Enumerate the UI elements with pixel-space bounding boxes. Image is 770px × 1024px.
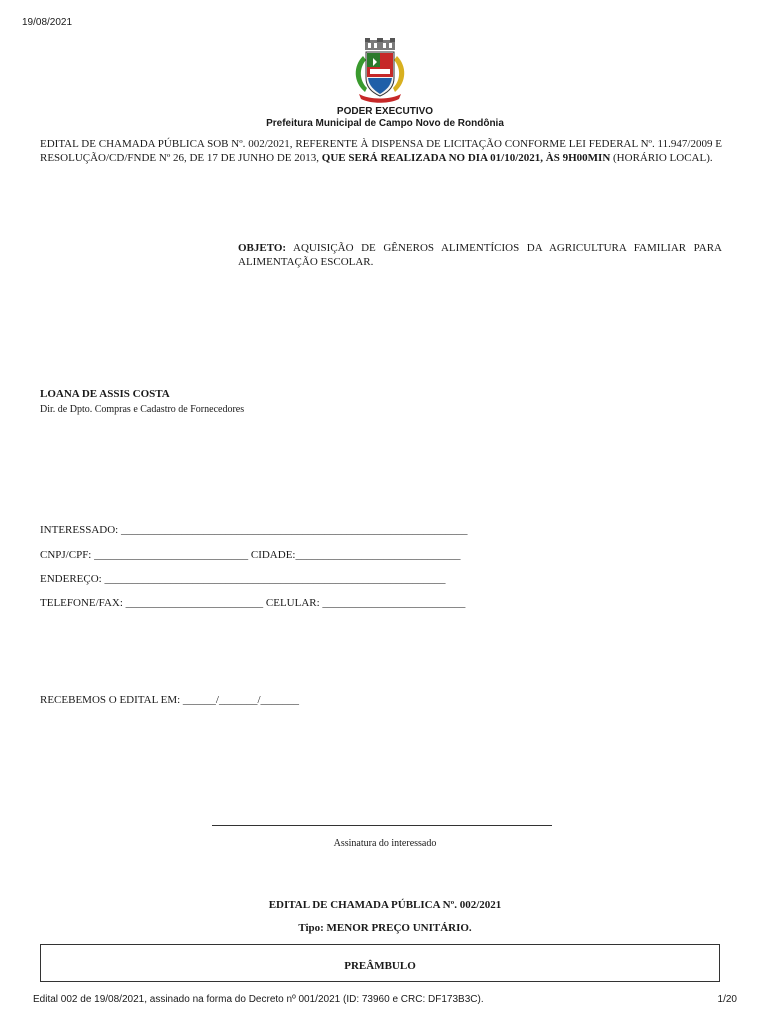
section-title: EDITAL DE CHAMADA PÚBLICA Nº. 002/2021 [268,899,502,911]
intro-text: EDITAL DE CHAMADA PÚBLICA SOB Nº. 002/2021, REFERENTE À DISPENSA DE LICITAÇÃO CONFORME LEI FEDERAL Nº. 11.947/2009 E RESOLUÇÃO/CD/FNDE Nº 26, DE 17 DE JUNHO DE 2013, [40,138,722,164]
interessado-field: INTERESSADO: _______________________________________________________________ [40,524,468,536]
signature-line [212,825,552,826]
cnpj-cidade-field: CNPJ/CPF: ____________________________ CIDADE:______________________________ [40,549,461,561]
signer-role: Dir. de Dpto. Compras e Cadastro de Fornecedores [40,404,245,415]
objeto-paragraph [238,241,722,269]
coat-of-arms-icon [349,38,411,104]
telefone-celular-field: TELEFONE/FAX: _________________________ CELULAR: __________________________ [40,597,466,609]
page-number: 1/20 [717,994,737,1005]
objeto-text: AQUISIÇÃO DE GÊNEROS ALIMENTÍCIOS DA AGRICULTURA FAMILIAR PARA ALIMENTAÇÃO ESCOLAR. [238,242,722,268]
signature-caption: Assinatura do interessado [333,838,437,849]
endereco-field: ENDEREÇO: ______________________________________________________________ [40,573,446,585]
intro-paragraph [40,138,722,165]
footer-signature-note: Edital 002 de 19/08/2021, assinado na forma do Decreto nº 001/2021 (ID: 73960 e CRC: DF173B3C). [33,994,484,1005]
signer-name: LOANA DE ASSIS COSTA [40,388,170,400]
recebemos-field: RECEBEMOS O EDITAL EM: ______/_______/_______ [40,694,300,706]
municipality-heading: Prefeitura Municipal de Campo Novo de Rondônia [266,118,504,129]
branch-heading: PODER EXECUTIVO [336,106,434,117]
preambulo-label: PREÂMBULO [344,960,416,972]
objeto-label: OBJETO: [238,242,287,254]
preambulo-box [40,944,720,982]
print-date: 19/08/2021 [22,17,73,28]
tipo-line: Tipo: MENOR PREÇO UNITÁRIO. [298,922,472,934]
intro-date-bold: QUE SERÁ REALIZADA NO DIA 01/10/2021, ÀS 9H00MIN [321,151,611,164]
intro-tail: (HORÁRIO LOCAL). [610,151,713,164]
